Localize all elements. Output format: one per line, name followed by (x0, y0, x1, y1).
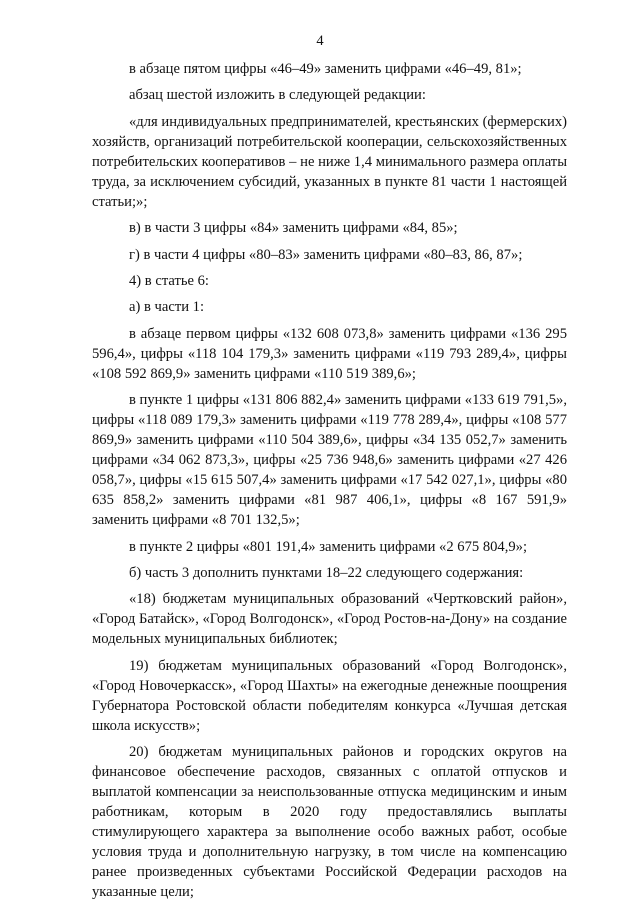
paragraph: в абзаце первом цифры «132 608 073,8» заменить цифрами «136 295 596,4», цифры «118 104 179,3» заменить цифрами «119 793 289,4», цифры «108 592 869,9» заменить цифрами «110 519 389,6»; (92, 325, 567, 382)
document-body (92, 59, 567, 908)
paragraph: «для индивидуальных предпринимателей, крестьянских (фермерских) хозяйств, организаций потребительской кооперации, сельскохозяйственных потребительских кооперативов – не ниже 1,4 минимального размера оплаты труда, за исключением субсидий, указанных в пункте 81 части 1 настоящей статьи;»; (92, 113, 567, 210)
paragraph: в) в части 3 цифры «84» заменить цифрами «84, 85»; (129, 220, 458, 237)
paragraph: а) в части 1: (129, 299, 205, 316)
paragraph: «18) бюджетам муниципальных образований «Чертковский район», «Город Батайск», «Город Волгодонск», «Город Ростов-на-Дону» на создание модельных муниципальных библиотек; (92, 591, 567, 648)
paragraph: абзац шестой изложить в следующей редакции: (129, 87, 426, 104)
paragraph: в пункте 1 цифры «131 806 882,4» заменить цифрами «133 619 791,5», цифры «118 089 179,3» заменить цифрами «119 778 289,4», цифры «108 577 869,9» заменить цифрами «110 504 389,6», цифры «34 135 052,7» заменить цифрами «34 062 873,3», цифры «25 736 948,6» заменить цифрами «27 426 058,7», цифры «15 615 507,4» заменить цифрами «17 542 027,1», цифры «80 635 858,2» заменить цифрами «81 987 406,1», цифры «8 167 591,9» заменить цифрами «8 701 132,5»; (92, 392, 567, 529)
paragraph: б) часть 3 дополнить пунктами 18–22 следующего содержания: (129, 564, 524, 581)
paragraph: 19) бюджетам муниципальных образований «Город Волгодонск», «Город Новочеркасск», «Город Шахты» на ежегодные денежные поощрения Губернатора Ростовской области победителям конкурса «Лучшая детская школа искусств»; (92, 657, 567, 734)
paragraph: 4) в статье 6: (129, 272, 209, 289)
paragraph: 20) бюджетам муниципальных районов и городских округов на финансовое обеспечение расходов, связанных с оплатой отпусков и выплатой компенсации за неиспользованные отпуска медицинским и иным работникам, которым в 2020 году предоставлялись выплаты стимулирующего характера за выполнение особо важных работ, особые условия труда и дополнительную нагрузку, в том числе на компенсацию ранее произведенных субъектами Российской Федерации расходов на указанные цели; (92, 744, 567, 901)
page-number: 4 (316, 33, 324, 49)
paragraph: г) в части 4 цифры «80–83» заменить цифрами «80–83, 86, 87»; (129, 246, 523, 263)
paragraph: в абзаце пятом цифры «46–49» заменить цифрами «46–49, 81»; (129, 61, 522, 77)
paragraph: в пункте 2 цифры «801 191,4» заменить цифрами «2 675 804,9»; (129, 538, 528, 555)
